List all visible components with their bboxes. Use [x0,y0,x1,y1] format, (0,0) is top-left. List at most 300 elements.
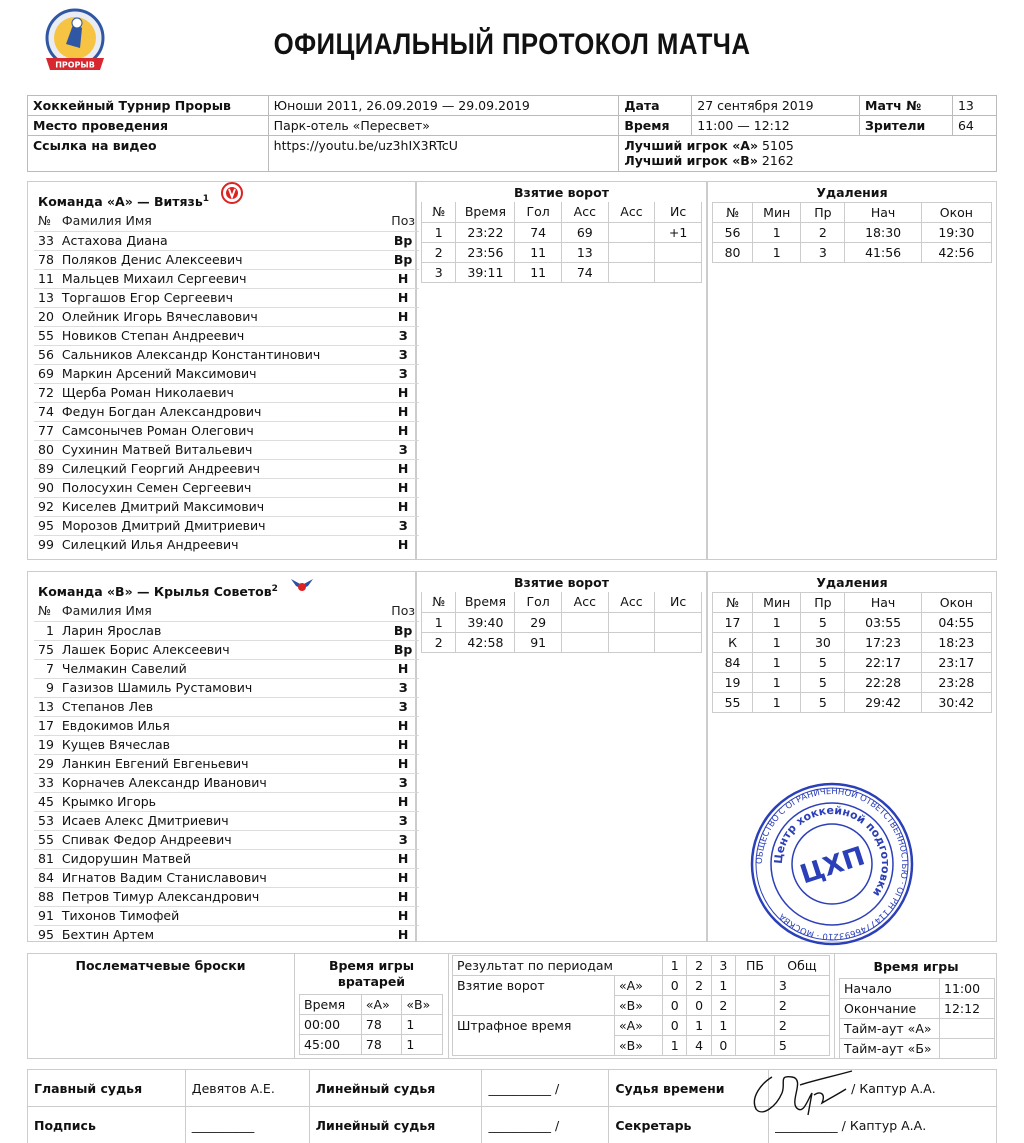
player-name: Корначев Александр Иванович [58,773,387,792]
table-cell: 18:30 [845,223,921,243]
player-number: 95 [34,516,58,535]
player-position: Н [387,402,419,421]
player-row [34,659,419,678]
column-header: Пр [801,593,845,613]
player-position: Н [387,478,419,497]
player-name: Новиков Степан Андреевич [58,326,387,345]
team-a-penalties-table [712,202,992,263]
column-header: Время [300,995,362,1015]
column-header: Асс [608,592,655,612]
periods-title: Результат по периодам [453,956,663,976]
col-position: Поз [391,213,415,229]
player-row [34,364,419,383]
table-cell: 2 [711,996,735,1016]
periods-table [452,955,830,1056]
table-cell [561,632,608,652]
table-cell: 29 [515,612,562,632]
game-time-label: Тайм-аут «Б» [840,1039,940,1059]
table-cell: 0 [663,996,687,1016]
table-cell [736,1036,775,1056]
player-number: 56 [34,345,58,364]
table-cell: 03:55 [845,613,921,633]
column-header: «А» [361,995,402,1015]
team-label: «В» [615,996,663,1016]
column-header: № [713,593,753,613]
column-header: Окон [921,593,991,613]
header-row [300,995,443,1015]
player-row [34,478,419,497]
column-header: Асс [608,202,655,222]
player-number: 11 [34,269,58,288]
game-time-label: Начало [840,979,940,999]
linesman-value: __________ / [482,1070,609,1107]
table-row [840,979,995,999]
table-cell: 0 [663,976,687,996]
team-label: «А» [615,1016,663,1036]
table-cell: 91 [515,632,562,652]
player-name: Мальцев Михаил Сергеевич [58,269,387,288]
table-row [713,243,992,263]
column-header: Гол [515,202,562,222]
player-row [34,849,419,868]
player-number: 81 [34,849,58,868]
player-position: Н [387,716,419,735]
player-position: Н [387,659,419,678]
col-name: Фамилия Имя [61,603,152,619]
player-number: 75 [34,640,58,659]
table-cell: 0 [663,1016,687,1036]
table-row [713,613,992,633]
player-name: Федун Богдан Александрович [58,402,387,421]
table-cell: К [713,633,753,653]
player-number: 90 [34,478,58,497]
player-number: 33 [34,231,58,250]
team-b-penalties-title: Удаления [816,575,888,590]
table-cell [608,612,655,632]
table-cell: 1 [402,1015,443,1035]
table-cell [608,222,655,242]
team-b-goals-title: Взятие ворот [514,575,609,590]
player-row [34,621,419,640]
player-position: З [387,364,419,383]
team-a-goals-panel [416,181,707,560]
table-row [840,999,995,1019]
player-position: Н [387,868,419,887]
player-name: Поляков Денис Алексеевич [58,250,387,269]
table-cell: 5 [801,613,845,633]
player-position: Н [387,421,419,440]
table-row [840,1019,995,1039]
timekeeper-label: Судья времени [609,1070,769,1107]
column-header: Время [456,202,515,222]
table-cell: 1 [753,693,801,713]
table-cell [655,242,702,262]
table-row [713,653,992,673]
player-name: Маркин Арсений Максимович [58,364,387,383]
player-name: Киселев Дмитрий Максимович [58,497,387,516]
match-number-value: 13 [952,96,996,116]
table-row [300,1035,443,1055]
col-position: Поз [391,603,415,619]
table-cell: 5 [774,1036,829,1056]
table-row [422,632,702,652]
player-number: 55 [34,326,58,345]
player-name: Самсонычев Роман Олегович [58,421,387,440]
spectators-value: 64 [952,116,996,136]
table-row [422,242,702,262]
player-name: Сухинин Матвей Витальевич [58,440,387,459]
column-header: Гол [515,592,562,612]
table-cell [736,996,775,1016]
table-cell: 3 [422,262,456,282]
column-header: 2 [687,956,711,976]
player-number: 77 [34,421,58,440]
player-row [34,868,419,887]
player-name: Крымко Игорь [58,792,387,811]
table-cell: 1 [753,223,801,243]
player-name: Лашек Борис Алексеевич [58,640,387,659]
player-position: Вр [387,621,419,640]
column-header: Нач [845,203,921,223]
player-position: Н [387,269,419,288]
table-cell: 2 [801,223,845,243]
player-name: Олейник Игорь Вячеславович [58,307,387,326]
player-number: 80 [34,440,58,459]
table-row [453,1016,830,1036]
table-cell: 22:17 [845,653,921,673]
table-row [713,693,992,713]
table-cell [736,1016,775,1036]
table-cell: 1 [687,1016,711,1036]
player-name: Кущев Вячеслав [58,735,387,754]
table-cell: 78 [361,1015,402,1035]
player-name: Силецкий Георгий Андреевич [58,459,387,478]
player-number: 53 [34,811,58,830]
chief-referee-label: Главный судья [28,1070,186,1107]
player-name: Астахова Диана [58,231,387,250]
player-row [34,754,419,773]
table-cell: 2 [422,242,456,262]
player-name: Морозов Дмитрий Дмитриевич [58,516,387,535]
handwritten-signature [742,1063,862,1123]
table-cell: 1 [753,673,801,693]
gk-time-panel [294,953,449,1059]
col-number: № [38,213,52,229]
player-row [34,497,419,516]
player-row [34,925,419,944]
column-header: Асс [561,202,608,222]
timekeeper-value: / Каптур А.А. [769,1070,997,1107]
periods-block [452,955,830,1056]
team-a-goals-title: Взятие ворот [514,185,609,200]
best-a-value: 5105 [762,138,794,153]
player-name: Исаев Алекс Дмитриевич [58,811,387,830]
match-number-label: Матч № [860,96,953,116]
table-cell: 30 [801,633,845,653]
table-cell: 1 [422,222,456,242]
player-number: 88 [34,887,58,906]
player-position: Н [387,459,419,478]
game-time-label: Окончание [840,999,940,1019]
player-position: З [387,516,419,535]
player-position: Н [387,307,419,326]
column-header: Время [456,592,515,612]
player-row [34,250,419,269]
table-row [422,262,702,282]
player-number: 69 [34,364,58,383]
table-cell [608,242,655,262]
player-number: 72 [34,383,58,402]
column-header: Окон [921,203,991,223]
table-cell: 3 [774,976,829,996]
team-b-name: Команда «В» — Крылья Советов$^2$ [28,572,415,602]
column-header: «В» [402,995,443,1015]
player-row [34,459,419,478]
player-name: Ларин Ярослав [58,621,387,640]
svg-text:ОБЩЕСТВО С ОГРАНИЧЕННОЙ ОТВЕТС: ОБЩЕСТВО С ОГРАНИЧЕННОЙ ОТВЕТСТВЕННОСТЬЮ · ОГРН 1147746693210 · МОСКВА [754,786,910,942]
table-cell [655,262,702,282]
player-number: 33 [34,773,58,792]
venue-label: Место проведения [28,116,269,136]
page-title: ОФИЦИАЛЬНЫЙ ПРОТОКОЛ МАТЧА [273,28,751,61]
team-b-goals-table [421,592,702,653]
signature-label: Подпись [28,1107,186,1143]
column-header: Нач [845,593,921,613]
table-cell: 2 [774,1016,829,1036]
team-b-roster-panel [27,571,416,942]
table-cell: 5 [801,653,845,673]
game-time-label: Тайм-аут «А» [840,1019,940,1039]
player-position: Н [387,383,419,402]
player-row [34,697,419,716]
team-b-roster-table [34,602,419,944]
team-a-roster-panel [27,181,416,560]
player-position: З [387,440,419,459]
table-row [713,673,992,693]
player-position: З [387,773,419,792]
player-row [34,440,419,459]
game-time-title: Время игры [873,959,959,974]
table-cell: 04:55 [921,613,991,633]
video-link[interactable]: https://youtu.be/uz3hIX3RTcU [268,136,619,172]
player-number: 55 [34,830,58,849]
player-row [34,307,419,326]
player-name: Полосухин Семен Сергеевич [58,478,387,497]
best-b-value: 2162 [761,153,794,168]
video-label: Ссылка на видео [28,136,269,172]
player-row [34,716,419,735]
player-position: Н [387,925,419,944]
spectators-label: Зрители [860,116,953,136]
player-position: Вр [387,250,419,269]
player-number: 99 [34,535,58,554]
player-name: Евдокимов Илья [58,716,387,735]
player-name: Степанов Лев [58,697,387,716]
table-cell: 19:30 [921,223,991,243]
player-number: 17 [34,716,58,735]
table-cell: 69 [561,222,608,242]
column-header: № [713,203,753,223]
shootout-title: Послематчевые броски [75,958,246,973]
table-cell: 11 [515,262,562,282]
penalty-row-label: Штрафное время [453,1016,615,1056]
table-cell: 56 [713,223,753,243]
player-row [34,269,419,288]
column-header: Асс [561,592,608,612]
table-cell: 4 [687,1036,711,1056]
player-name: Челмакин Савелий [58,659,387,678]
table-cell: 1 [753,613,801,633]
player-name: Щерба Роман Николаевич [58,383,387,402]
official-stamp [748,780,916,948]
header-row [453,956,830,976]
table-cell: 42:56 [921,243,991,263]
player-number: 91 [34,906,58,925]
column-header: ПБ [736,956,775,976]
time-value: 11:00 — 12:12 [692,116,860,136]
header-row [713,203,992,223]
table-cell: 2 [422,632,456,652]
column-header: Ис [655,592,702,612]
player-row [34,887,419,906]
table-cell: 74 [561,262,608,282]
game-time-value: 11:00 [940,979,995,999]
player-number: 13 [34,697,58,716]
venue-value: Парк-отель «Пересвет» [268,116,619,136]
player-name: Тихонов Тимофей [58,906,387,925]
column-header: Общ [774,956,829,976]
game-time-value [940,1019,995,1039]
player-number: 78 [34,250,58,269]
player-row [34,640,419,659]
table-cell: 1 [422,612,456,632]
player-row [34,535,419,554]
table-cell: 1 [753,653,801,673]
player-name: Игнатов Вадим Станиславович [58,868,387,887]
player-row [34,516,419,535]
player-name: Торгашов Егор Сергеевич [58,288,387,307]
player-row [34,735,419,754]
table-row [422,222,702,242]
table-row [713,223,992,243]
column-header: Ис [655,202,702,222]
player-position: Н [387,792,419,811]
table-cell: 0 [711,1036,735,1056]
player-row [34,231,419,250]
team-a-penalties-panel [707,181,997,560]
table-cell: 17 [713,613,753,633]
best-players [619,136,997,172]
player-number: 29 [34,754,58,773]
table-cell [561,612,608,632]
team-a-roster-table [34,212,419,554]
player-number: 19 [34,735,58,754]
vityaz-logo-icon [221,182,243,217]
time-label: Время [619,116,692,136]
player-position: Н [387,288,419,307]
player-position: Н [387,735,419,754]
header-row [422,592,702,612]
player-row [34,811,419,830]
table-cell: 23:17 [921,653,991,673]
header-row [713,593,992,613]
svg-text:ПРОРЫВ: ПРОРЫВ [55,60,95,70]
table-cell: 11 [515,242,562,262]
team-a-name: Команда «А» — Витязь$^1$ [28,182,415,212]
linesman-2-value: __________ / [482,1107,609,1143]
column-header: Пр [801,203,845,223]
goals-row-label: Взятие ворот [453,976,615,1016]
player-number: 9 [34,678,58,697]
gk-time-table [299,994,443,1055]
player-number: 20 [34,307,58,326]
signature-value: __________ [185,1107,309,1143]
table-cell: 2 [774,996,829,1016]
player-row [34,792,419,811]
player-row [34,383,419,402]
table-cell [608,632,655,652]
gk-time-title: Время игры вратарей [328,958,415,989]
table-cell: 2 [687,976,711,996]
player-row [34,830,419,849]
table-cell: 45:00 [300,1035,362,1055]
team-b-goals-panel [416,571,707,942]
table-cell: 84 [713,653,753,673]
table-cell: 41:56 [845,243,921,263]
table-cell [736,976,775,996]
table-cell: 19 [713,673,753,693]
player-name: Сидорушин Матвей [58,849,387,868]
team-label: «В» [615,1036,663,1056]
col-number: № [38,603,52,619]
table-cell: 78 [361,1035,402,1055]
game-time-panel [834,953,997,1059]
secretary-label: Секретарь [609,1107,769,1143]
match-info-table [27,95,997,172]
player-number: 13 [34,288,58,307]
table-cell: 1 [753,633,801,653]
table-cell: 74 [515,222,562,242]
date-value: 27 сентября 2019 [692,96,860,116]
team-label: «А» [615,976,663,996]
table-row [300,1015,443,1035]
player-position: Н [387,849,419,868]
player-row [34,345,419,364]
svg-text:ЦХП: ЦХП [796,841,869,891]
player-name: Силецкий Илья Андреевич [58,535,387,554]
date-label: Дата [619,96,692,116]
table-cell: 1 [711,976,735,996]
table-cell: 23:22 [456,222,515,242]
player-position: Н [387,887,419,906]
col-name: Фамилия Имя [61,213,152,229]
column-header: № [422,202,456,222]
player-row [34,773,419,792]
table-cell: 39:40 [456,612,515,632]
player-position: З [387,678,419,697]
linesman-label: Линейный судья [309,1070,482,1107]
player-name: Газизов Шамиль Рустамович [58,678,387,697]
table-cell [655,612,702,632]
column-header: 1 [663,956,687,976]
player-position: З [387,345,419,364]
table-cell: +1 [655,222,702,242]
team-a-goals-table [421,202,702,283]
table-cell: 13 [561,242,608,262]
secretary-value: __________ / Каптур А.А. [769,1107,997,1143]
column-header: № [422,592,456,612]
player-number: 1 [34,621,58,640]
